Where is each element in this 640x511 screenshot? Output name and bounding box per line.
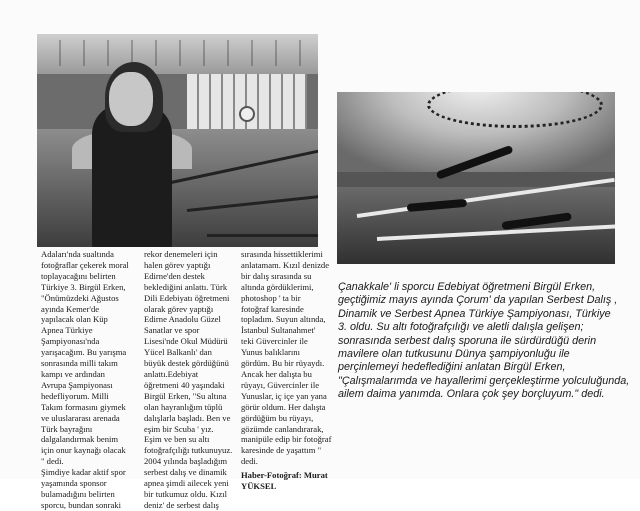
text-line: anlattı.Edebiyat [144, 368, 199, 379]
text-line: deniz' de serbest dalış [144, 499, 219, 510]
text-line: dedi. [241, 456, 258, 467]
text-line: büyük destek gördüğünü [144, 358, 229, 369]
caption-line: Dinamik ve Serbest Apnea Türkiye Şampiyonası, Türkiye [338, 307, 611, 320]
text-line: Lisesi'nde Okul Müdürü [144, 336, 228, 347]
text-line: ayında Kemer'de [41, 303, 100, 314]
text-line: gözümde canlandırarak, [241, 423, 324, 434]
text-line: bir tutkumuz oldu. Kızıl [144, 488, 228, 499]
caption-line: geçtiğimiz mayıs ayında Çorum' da yapılan Serbest Dalış , [338, 294, 618, 307]
text-line: İstanbul Sultanahmet' [241, 325, 316, 336]
text-line: " dedi. [41, 456, 64, 467]
text-line: dalışlarla başladı. Ben ve [144, 412, 231, 423]
swimmer-portrait-photo [37, 34, 318, 247]
text-line: teki Güvercinler ile [241, 336, 308, 347]
text-line: görür oldum. Her dalışta [241, 401, 326, 412]
text-line: Edirne'den destek [144, 270, 205, 281]
byline-name: YÜKSEL [241, 481, 277, 492]
text-line: Şampiyonası'nda [41, 336, 100, 347]
text-line: karesinde de yaşattım " [241, 445, 322, 456]
text-line: serbest dalış ve dinamik [144, 467, 227, 478]
text-line: ve uluslararası arenada [41, 412, 120, 423]
text-line: gördüm. Bu bir rüyaydı. [241, 358, 325, 369]
text-line: olan hayranlığım tüplü [144, 401, 223, 412]
text-line: apnea şimdi ailecek yeni [144, 478, 229, 489]
text-line: anlatamam. Kızıl denizde [241, 259, 330, 270]
clock-icon [239, 106, 255, 122]
text-line: toplayacağını belirten [41, 270, 116, 281]
text-line: sporcu, bundan sonraki [41, 499, 121, 510]
text-line: Dili Edebiyatı öğretmeni [144, 292, 230, 303]
caption-line: "Çalışmalarımda ve hayallerimi gerçekleştirme yolculuğunda, [338, 374, 630, 387]
text-line: Sanatlar ve spor [144, 325, 200, 336]
text-line: topladım. Suyun altında, [241, 314, 326, 325]
text-line: Adaları'nda sualtında [41, 249, 114, 259]
text-line: için onur kaynağı olacak [41, 445, 126, 456]
text-line: Yücel Balkanlı' dan [144, 347, 212, 358]
text-line: öğretmeni 40 yaşındaki [144, 379, 225, 390]
text-line: fotoğrafçılığı tutkunuyuz. [144, 445, 233, 456]
text-line: Takım formasını giymek [41, 401, 126, 412]
caption-line: mavilere olan tutkusunu Dünya şampiyonluğu ile [338, 348, 570, 361]
text-line: Avrupa Şampiyonası [41, 379, 113, 390]
text-line: halen görev yaptığı [144, 259, 211, 270]
text-line: gördüğüm bu rüyayı, [241, 412, 314, 423]
caption-line: Çanakkale' li sporcu Edebiyat öğretmeni Birgül Erken, [338, 281, 596, 293]
byline: Haber-Fotoğraf: Murat [241, 470, 328, 481]
text-line: dalgalandırmak benim [41, 434, 119, 445]
text-line: yarışacağım. Bu yarışma [41, 347, 127, 358]
text-line: Eşim ve ben su altı [144, 434, 210, 445]
text-line: Şimdiye kadar aktif spor [41, 467, 126, 478]
text-line: Edirne Anadolu Güzel [144, 314, 221, 325]
text-line: 2004 yılında başladığım [144, 456, 228, 467]
text-line: beklediğini anlattı. Türk [144, 281, 228, 292]
underwater-freediver-photo [337, 92, 615, 264]
text-line: Birgül Erken, "Su altına [144, 390, 227, 401]
text-line: Türk bayrağını [41, 423, 93, 434]
text-line: rüyayı, Güvercinler ile [241, 379, 320, 390]
text-line: sonrasında milli takım [41, 358, 118, 369]
text-line: yapılacak olan Küp [41, 314, 108, 325]
text-line: fotoğraflar çekerek moral [41, 259, 129, 270]
article-column-1 [41, 249, 136, 511]
text-line: eşim bir Scuba ' yız. [144, 423, 214, 434]
caption-line: 3. oldu. Su altı fotoğrafçılığı ve aletli dalışla gelişen; [338, 321, 584, 334]
caption-line: sonrasında serbest dalış sporuna ile sürdürdüğü derin [338, 334, 597, 347]
text-line: Yunus balıklarını [241, 347, 300, 358]
text-line: bulamadığını belirten [41, 488, 115, 499]
caption-line: perçinlemeyi hedeflediğini anlatan Birgül Erken, [338, 361, 566, 374]
photo-caption [338, 281, 630, 402]
text-line: rekor denemeleri için [144, 249, 218, 259]
text-line: Apnea Türkiye [41, 325, 93, 336]
text-line: hedefliyorum. Milli [41, 390, 109, 401]
text-line: yaşamında sponsor [41, 478, 107, 489]
text-line: Ancak her dalışta bu [241, 368, 312, 379]
text-line: photoshop ' ta bir [241, 292, 301, 303]
text-line: fotoğraf karesinde [241, 303, 304, 314]
text-line: Yunuslar, iç içe yan yana [241, 390, 327, 401]
text-line: altında gördüklerimi, [241, 281, 314, 292]
text-line: bir dalış sırasında su [241, 270, 312, 281]
text-line: sırasında hissettiklerimi [241, 249, 323, 259]
text-line: kampı ve ardından [41, 368, 105, 379]
text-line: olarak görev yaptığı [144, 303, 214, 314]
text-line: "Önümüzdeki Ağustos [41, 292, 119, 303]
text-line: manipüle edip bir fotoğraf [241, 434, 332, 445]
text-line: Türkiye 3. Birgül Erken, [41, 281, 126, 292]
article-column-3 [241, 249, 337, 492]
article-column-2 [144, 249, 240, 511]
caption-line: ailem daima yanımda. Onlara çok şey borçluyum." dedi. [338, 388, 605, 401]
